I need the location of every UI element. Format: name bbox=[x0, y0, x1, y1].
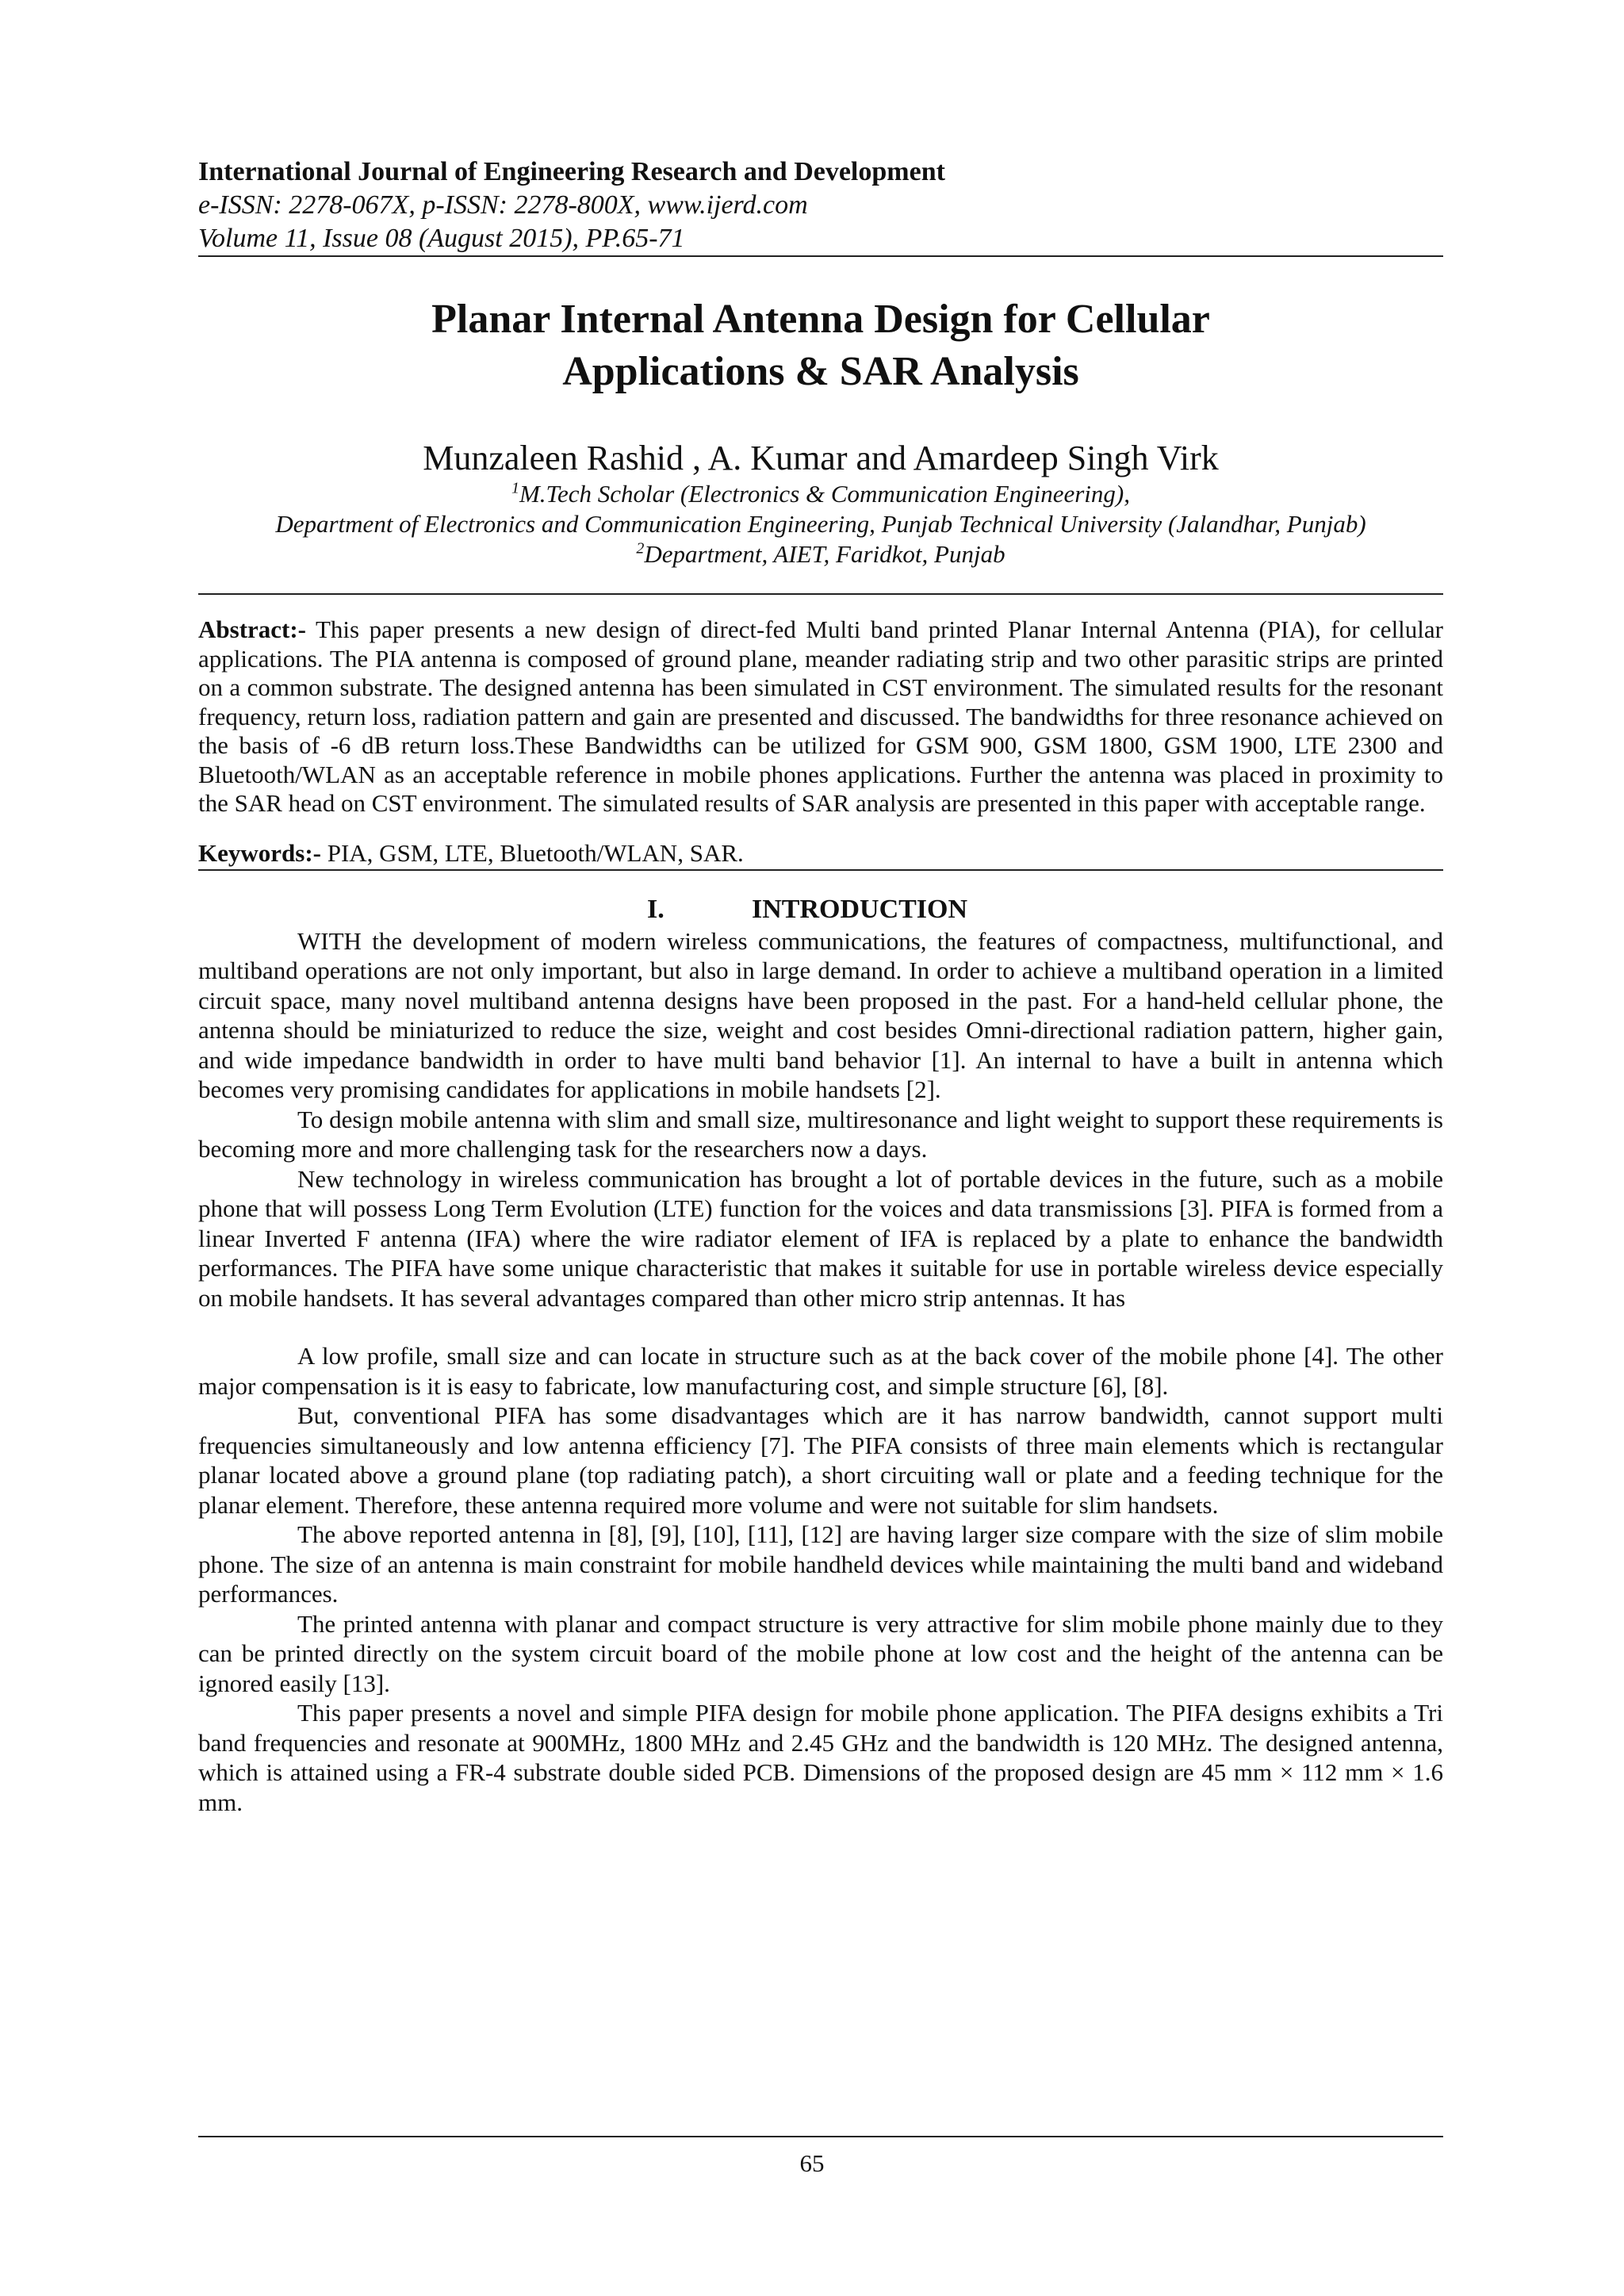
affiliation-text: Department, AIET, Faridkot, Punjab bbox=[644, 540, 1005, 568]
affiliation-line bbox=[198, 539, 1443, 569]
abstract-top-divider bbox=[198, 593, 1443, 595]
introduction-body bbox=[198, 926, 1443, 1818]
body-paragraph: To design mobile antenna with slim and small size, multiresonance and light weight to support these requirements is becoming more and more challenging task for the researchers now a days. bbox=[198, 1105, 1443, 1163]
paper-title-line: Planar Internal Antenna Design for Cellular bbox=[431, 297, 1210, 342]
header-divider bbox=[198, 255, 1443, 257]
affiliation-text: Department of Electronics and Communication Engineering, Punjab Technical University (Jalandhar, Punjab) bbox=[275, 510, 1366, 538]
section-heading bbox=[198, 893, 1443, 926]
body-paragraph: A low profile, small size and can locate in structure such as at the back cover of the mobile phone [4]. The other major compensation is it is easy to fabricate, low manufacturing cost, and simple structure [6], [8]. bbox=[198, 1342, 1443, 1400]
author-list: Munzaleen Rashid , A. Kumar and Amardeep Singh Virk bbox=[423, 439, 1219, 477]
journal-issn: e-ISSN: 2278-067X, p-ISSN: 2278-800X, www.ijerd.com bbox=[198, 190, 808, 220]
body-paragraph: But, conventional PIFA has some disadvantages which are it has narrow bandwidth, cannot support multi frequencies simultaneously and low antenna efficiency [7]. The PIFA consists of three main elements which is rectangular planar located above a ground plane (top radiating patch), a short circuiting wall or plate and a feeding technique for the planar element. Therefore, these antenna required more volume and were not suitable for slim handsets. bbox=[198, 1401, 1443, 1519]
abstract-text: This paper presents a new design of direct-fed Multi band printed Planar Internal Antenna (PIA), for cellular applications. The PIA antenna is composed of ground plane, meander radiating strip and two other parasitic strips are printed on a common substrate. The designed antenna has been simulated in CST environment. The simulated results for the resonant frequency, return loss, radiation pattern and gain are presented and discussed. The bandwidths for three resonance achieved on the basis of -6 dB return loss.These Bandwidths can be utilized for GSM 900, GSM 1800, GSM 1900, LTE 2300 and Bluetooth/WLAN as an acceptable reference in mobile phones applications. Further the antenna was placed in proximity to the SAR head on CST environment. The simulated results of SAR analysis are presented in this paper with acceptable range. bbox=[198, 615, 1443, 817]
footer-divider bbox=[198, 2136, 1443, 2137]
affiliation-line bbox=[198, 479, 1443, 509]
page-number: 65 bbox=[799, 2149, 825, 2177]
section-title: INTRODUCTION bbox=[752, 894, 968, 924]
paper-title bbox=[198, 293, 1443, 398]
abstract bbox=[198, 615, 1443, 818]
affiliation-marker: 1 bbox=[511, 479, 519, 497]
body-paragraph: The above reported antenna in [8], [9], [10], [11], [12] are having larger size compare with the size of slim mobile phone. The size of an antenna is main constraint for mobile handheld devices while maintaining the multi band and wideband performances. bbox=[198, 1520, 1443, 1608]
affiliations bbox=[198, 479, 1443, 569]
keywords-text: PIA, GSM, LTE, Bluetooth/WLAN, SAR. bbox=[320, 838, 744, 867]
keywords-divider bbox=[198, 869, 1443, 871]
affiliation-text: M.Tech Scholar (Electronics & Communication Engineering), bbox=[519, 480, 1130, 508]
abstract-label: Abstract:- bbox=[198, 615, 307, 643]
paper-page bbox=[198, 155, 1443, 1817]
affiliation-marker: 2 bbox=[636, 539, 645, 558]
body-paragraph: WITH the development of modern wireless communications, the features of compactness, multifunctional, and multiband operations are not only important, but also in large demand. In order to achieve a multiband operation in a limited circuit space, many novel multiband antenna designs have been proposed in the past. For a hand-held cellular phone, the antenna should be miniaturized to reduce the size, weight and cost besides Omni-directional radiation pattern, higher gain, and wide impedance bandwidth in order to have multi band behavior [1]. An internal to have a built in antenna which becomes very promising candidates for applications in mobile handsets [2]. bbox=[198, 926, 1443, 1103]
affiliation-line bbox=[198, 509, 1443, 539]
body-paragraph: New technology in wireless communication has brought a lot of portable devices in the future, such as a mobile phone that will possess Long Term Evolution (LTE) function for the voices and data transmissions [3]. PIFA is formed from a linear Inverted F antenna (IFA) where the wire radiator element of IFA is replaced by a plate to enhance the bandwidth performances. The PIFA have some unique characteristic that makes it suitable for use in portable wireless device especially on mobile handsets. It has several advantages compared than other micro strip antennas. It has bbox=[198, 1164, 1443, 1312]
journal-header bbox=[198, 155, 1443, 255]
keywords bbox=[198, 839, 1443, 868]
journal-volume: Volume 11, Issue 08 (August 2015), PP.65-71 bbox=[198, 224, 685, 253]
body-paragraph: The printed antenna with planar and compact structure is very attractive for slim mobile phone mainly due to they can be printed directly on the system circuit board of the mobile phone at low cost and the height of the antenna can be ignored easily [13]. bbox=[198, 1609, 1443, 1697]
journal-name: International Journal of Engineering Research and Development bbox=[198, 157, 945, 186]
section-number: I. bbox=[647, 894, 665, 924]
keywords-label: Keywords:- bbox=[198, 838, 321, 867]
paper-title-line: Applications & SAR Analysis bbox=[562, 349, 1079, 394]
body-paragraph: This paper presents a novel and simple PIFA design for mobile phone application. The PIFA designs exhibits a Tri band frequencies and resonate at 900MHz, 1800 MHz and 2.45 GHz and the bandwidth is 120 MHz. The designed antenna, which is attained using a FR-4 substrate double sided PCB. Dimensions of the proposed design are 45 mm × 112 mm × 1.6 mm. bbox=[198, 1699, 1443, 1816]
paragraph-gap bbox=[198, 1313, 1443, 1341]
